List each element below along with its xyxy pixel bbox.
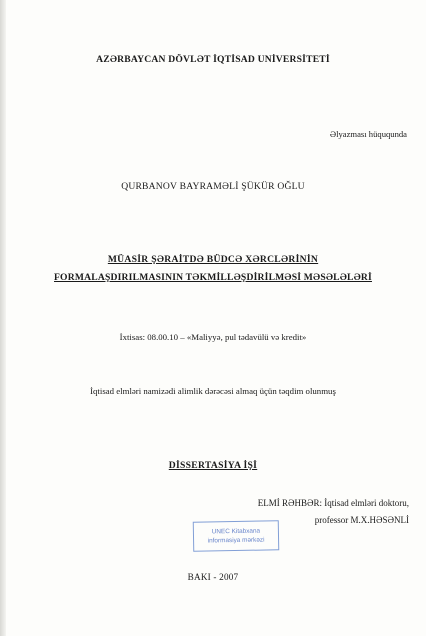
dissertation-label: DİSSERTASİYA İŞİ: [168, 460, 258, 471]
author-name: QURBANOV BAYRAMƏLİ ŞÜKÜR OĞLU: [121, 181, 305, 192]
city-and-year: BAKI - 2007: [187, 572, 239, 582]
scan-edge-shadow: [0, 0, 6, 636]
stamp-line-2: informasiya mərkəzi: [207, 536, 265, 545]
library-stamp: [193, 520, 280, 551]
stamp-line-1: UNEC Kitabxana: [211, 527, 261, 536]
supervisor-line-2: professor M.X.HƏSƏNLİ: [314, 515, 409, 525]
degree-purpose-line: İqtisad elmləri namizədi alimlik dərəcəsi almaq üçün təqdim olunmuş: [90, 386, 336, 396]
specialty-line: İxtisas: 08.00.10 – «Maliyyə, pul tədavülü və kredit»: [119, 332, 307, 342]
dissertation-title-line-1: MÜASİR ŞƏRAİTDƏ BÜDCƏ XƏRCLƏRİNİN: [107, 254, 319, 265]
supervisor-line-1: ELMİ RƏHBƏR: İqtisad elmləri doktoru,: [257, 498, 409, 508]
university-name: AZƏRBAYCAN DÖVLƏT İQTİSAD UNİVERSİTETİ: [96, 54, 330, 65]
dissertation-title-line-2: FORMALAŞDIRILMASININ TƏKMİLLƏŞDİRİLMƏSİ MƏSƏLƏLƏRİ: [54, 272, 372, 283]
manuscript-rights-note: Əlyazması hüququnda: [329, 129, 407, 139]
